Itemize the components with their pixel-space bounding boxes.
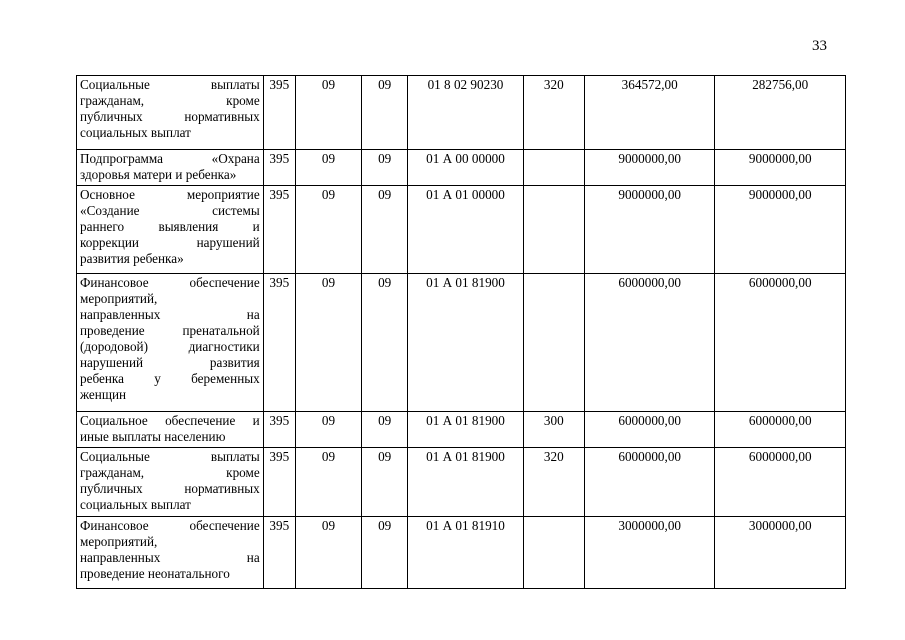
subsection-code-cell: 09	[362, 274, 408, 412]
section-code-cell: 09	[295, 186, 361, 274]
row-name-line: мероприятий,	[80, 534, 158, 549]
ministry-code-cell: 395	[263, 517, 295, 589]
section-code-cell: 09	[295, 76, 361, 150]
table-row	[77, 150, 846, 186]
row-name-line: здоровья матери и ребенка»	[80, 167, 237, 182]
table-row	[77, 76, 846, 150]
row-name-line: гражданам, кроме	[80, 93, 260, 108]
expense-kind-cell: 320	[523, 448, 584, 517]
expense-kind-cell	[523, 517, 584, 589]
amount-year1-cell: 6000000,00	[584, 448, 715, 517]
amount-year1-cell: 3000000,00	[584, 517, 715, 589]
ministry-code-cell: 395	[263, 150, 295, 186]
section-code-cell: 09	[295, 150, 361, 186]
section-code-cell: 09	[295, 412, 361, 448]
row-name-cell	[77, 150, 264, 186]
row-name-line: направленных на	[80, 307, 260, 322]
ministry-code-cell: 395	[263, 448, 295, 517]
row-name-cell	[77, 448, 264, 517]
row-name-cell	[77, 412, 264, 448]
row-name-line: Финансовое обеспечение	[80, 518, 260, 533]
table-row	[77, 274, 846, 412]
amount-year2-cell: 282756,00	[715, 76, 846, 150]
row-name-line: ребенка у беременных	[80, 371, 260, 386]
row-name-line: Социальные выплаты	[80, 449, 260, 464]
row-name-line: проведение пренатальной	[80, 323, 260, 338]
row-name-line: раннего выявления и	[80, 219, 260, 234]
page-number: 33	[812, 38, 827, 54]
row-name-line: социальных выплат	[80, 125, 191, 140]
row-name-line: Подпрограмма «Охрана	[80, 151, 260, 166]
amount-year2-cell: 3000000,00	[715, 517, 846, 589]
target-article-cell: 01 А 01 81900	[408, 448, 523, 517]
ministry-code-cell: 395	[263, 412, 295, 448]
row-name-line: публичных нормативных	[80, 481, 260, 496]
budget-table	[76, 75, 846, 589]
table-row	[77, 448, 846, 517]
row-name-line: женщин	[80, 387, 127, 402]
amount-year1-cell: 6000000,00	[584, 274, 715, 412]
amount-year1-cell: 6000000,00	[584, 412, 715, 448]
row-name-line: социальных выплат	[80, 497, 191, 512]
table-row	[77, 412, 846, 448]
row-name-line: проведение неонатального	[80, 566, 230, 581]
section-code-cell: 09	[295, 448, 361, 517]
row-name-cell	[77, 76, 264, 150]
row-name-line: развития ребенка»	[80, 251, 184, 266]
target-article-cell: 01 А 00 00000	[408, 150, 523, 186]
row-name-line: «Создание системы	[80, 203, 260, 218]
subsection-code-cell: 09	[362, 517, 408, 589]
row-name-line: нарушений развития	[80, 355, 260, 370]
ministry-code-cell: 395	[263, 274, 295, 412]
expense-kind-cell	[523, 150, 584, 186]
row-name-line: Социальные выплаты	[80, 77, 260, 92]
row-name-line: Финансовое обеспечение	[80, 275, 260, 290]
table-row	[77, 517, 846, 589]
amount-year2-cell: 9000000,00	[715, 150, 846, 186]
target-article-cell: 01 А 01 81900	[408, 412, 523, 448]
row-name-line: Социальное обеспечение и	[80, 413, 260, 428]
amount-year2-cell: 6000000,00	[715, 274, 846, 412]
row-name-cell	[77, 517, 264, 589]
section-code-cell: 09	[295, 517, 361, 589]
expense-kind-cell	[523, 274, 584, 412]
target-article-cell: 01 А 01 81910	[408, 517, 523, 589]
table-row	[77, 186, 846, 274]
amount-year2-cell: 6000000,00	[715, 412, 846, 448]
row-name-line: иные выплаты населению	[80, 429, 226, 444]
subsection-code-cell: 09	[362, 76, 408, 150]
subsection-code-cell: 09	[362, 448, 408, 517]
target-article-cell: 01 А 01 00000	[408, 186, 523, 274]
row-name-line: Основное мероприятие	[80, 187, 260, 202]
row-name-line: (дородовой) диагностики	[80, 339, 260, 354]
amount-year2-cell: 9000000,00	[715, 186, 846, 274]
row-name-line: мероприятий,	[80, 291, 158, 306]
subsection-code-cell: 09	[362, 150, 408, 186]
ministry-code-cell: 395	[263, 186, 295, 274]
section-code-cell: 09	[295, 274, 361, 412]
target-article-cell: 01 А 01 81900	[408, 274, 523, 412]
expense-kind-cell: 320	[523, 76, 584, 150]
row-name-cell	[77, 186, 264, 274]
amount-year2-cell: 6000000,00	[715, 448, 846, 517]
row-name-cell	[77, 274, 264, 412]
amount-year1-cell: 364572,00	[584, 76, 715, 150]
target-article-cell: 01 8 02 90230	[408, 76, 523, 150]
subsection-code-cell: 09	[362, 186, 408, 274]
ministry-code-cell: 395	[263, 76, 295, 150]
row-name-line: публичных нормативных	[80, 109, 260, 124]
subsection-code-cell: 09	[362, 412, 408, 448]
amount-year1-cell: 9000000,00	[584, 150, 715, 186]
row-name-line: направленных на	[80, 550, 260, 565]
expense-kind-cell	[523, 186, 584, 274]
row-name-line: гражданам, кроме	[80, 465, 260, 480]
table-body	[77, 76, 846, 589]
expense-kind-cell: 300	[523, 412, 584, 448]
row-name-line: коррекции нарушений	[80, 235, 260, 250]
amount-year1-cell: 9000000,00	[584, 186, 715, 274]
